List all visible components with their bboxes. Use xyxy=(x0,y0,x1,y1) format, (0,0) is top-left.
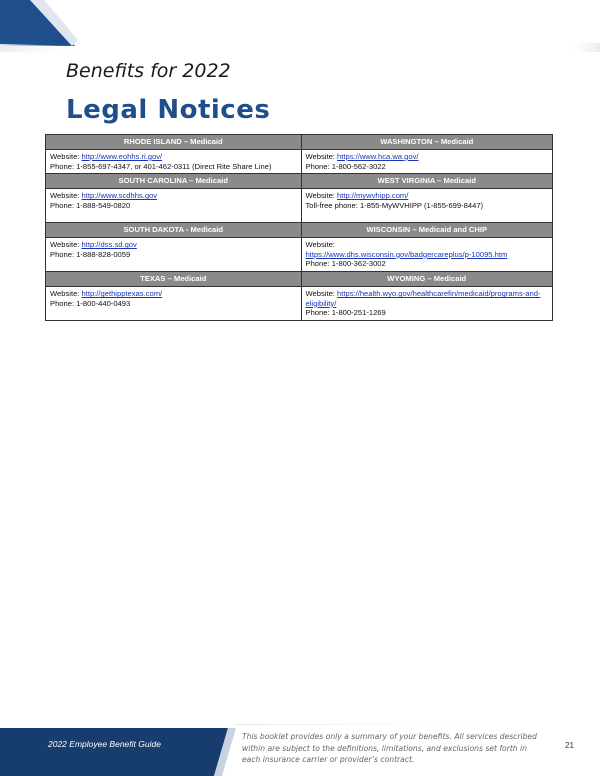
state-header-cell: SOUTH DAKOTA - Medicaid xyxy=(46,223,302,238)
website-link[interactable]: http://dss.sd.gov xyxy=(81,240,137,250)
website-label: Website: xyxy=(50,191,82,201)
page-title: Legal Notices xyxy=(66,95,271,125)
phone-text: Phone: 1-800-362-3002 xyxy=(305,259,386,269)
website-link[interactable]: https://www.dhs.wisconsin.gov/badgercareplus/p-10095.htm xyxy=(305,249,508,259)
state-header-cell: WASHINGTON – Medicaid xyxy=(301,135,552,150)
website-link[interactable]: http://gethipptexas.com/ xyxy=(81,289,163,299)
footer-disclaimer: This booklet provides only a summary of your benefits. All services described within are subject to the definitions, limitations, and exclusions set forth in each insurance carrier or provider’s contract. xyxy=(242,732,537,764)
document-subtitle: Benefits for 2022 xyxy=(66,60,231,82)
table-row xyxy=(46,150,553,174)
website-label: Website: xyxy=(305,289,338,299)
medicaid-contacts-table xyxy=(45,134,553,321)
state-header-cell: WISCONSIN – Medicaid and CHIP xyxy=(301,223,552,238)
phone-text: Phone: 1-888-549-0820 xyxy=(50,200,131,210)
state-header-cell: WYOMING – Medicaid xyxy=(301,272,552,287)
state-header-cell: SOUTH CAROLINA – Medicaid xyxy=(46,174,302,189)
phone-text: Phone: 1-800-251-1269 xyxy=(305,308,386,318)
state-contact-cell xyxy=(46,238,302,272)
phone-text: Phone: 1-800-440-0493 xyxy=(50,298,131,308)
state-contact-cell xyxy=(46,189,302,223)
phone-text: Toll-free phone: 1-855-MyWVHIPP (1-855-699-8447) xyxy=(305,200,484,210)
phone-text: Phone: 1-888-828-0059 xyxy=(50,249,131,259)
table-header-row xyxy=(46,174,553,189)
state-contact-cell xyxy=(301,189,552,223)
website-label: Website: xyxy=(305,152,338,161)
website-link[interactable]: https://health.wyo.gov/healthcarefin/medicaid/programs-and-eligibility/ xyxy=(305,289,541,308)
website-link[interactable]: http://mywvhipp.com/ xyxy=(337,191,409,201)
phone-text: Phone: 1-855-697-4347, or 401-462-0311 (Direct Rite Share Line) xyxy=(50,161,272,171)
table-row xyxy=(46,238,553,272)
table-header-row xyxy=(46,223,553,238)
state-header-cell: WEST VIRGINIA – Medicaid xyxy=(301,174,552,189)
website-label: Website: xyxy=(50,152,82,161)
state-contact-cell xyxy=(301,150,552,174)
state-header-cell: RHODE ISLAND – Medicaid xyxy=(46,135,302,150)
table-header-row xyxy=(46,272,553,287)
table-header-row xyxy=(46,135,553,150)
table-row xyxy=(46,189,553,223)
state-contact-cell xyxy=(301,287,552,321)
state-header-cell: TEXAS – Medicaid xyxy=(46,272,302,287)
footer-guide-label: 2022 Employee Benefit Guide xyxy=(48,739,161,749)
website-link[interactable]: http://www.eohhs.ri.gov/ xyxy=(81,152,163,161)
website-link[interactable]: https://www.hca.wa.gov/ xyxy=(337,152,419,161)
phone-text: Phone: 1-800-562-3022 xyxy=(305,161,386,171)
website-label: Website: xyxy=(50,289,82,299)
state-contact-cell xyxy=(46,287,302,321)
table-row xyxy=(46,287,553,321)
website-label: Website: xyxy=(305,191,338,201)
website-label: Website: xyxy=(305,240,335,250)
state-contact-cell xyxy=(301,238,552,272)
state-contact-cell xyxy=(46,150,302,174)
website-label: Website: xyxy=(50,240,82,250)
website-link[interactable]: http://www.scdhhs.gov xyxy=(81,191,158,201)
page-number: 21 xyxy=(565,741,574,750)
